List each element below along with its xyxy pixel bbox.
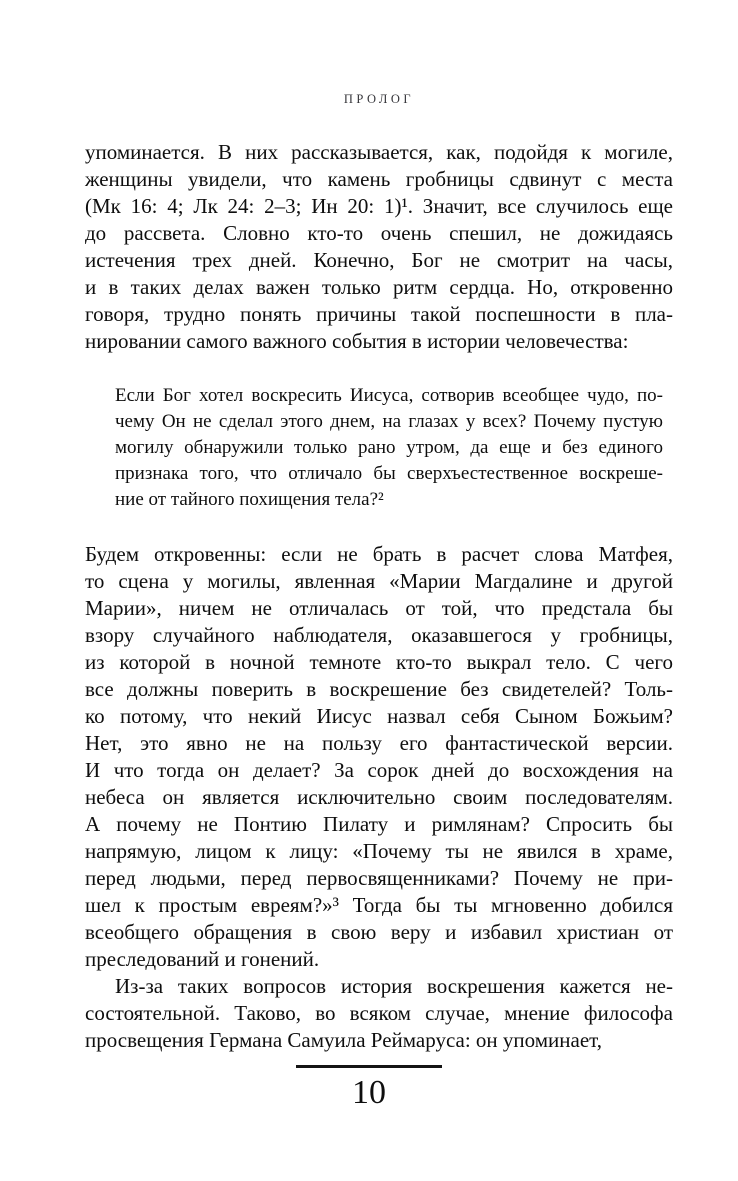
- text-line: взору случайного наблюдателя, оказавшегося у гробницы,: [85, 623, 673, 647]
- text-line: упоминается. В них рассказывается, как, подойдя к могиле,: [85, 140, 673, 164]
- text-line: шел к простым евреям?»³ Тогда бы ты мгновенно добился: [85, 893, 673, 917]
- footer-rule: [296, 1065, 442, 1068]
- text-line: признака того, что отличало бы сверхъестественное воскреше-: [115, 463, 663, 484]
- text-line: и в таких делах важен только ритм сердца. Но, откровенно: [85, 275, 673, 299]
- text-line: до рассвета. Словно кто-то очень спешил, не дожидаясь: [85, 221, 673, 245]
- text-line: всеобщего обращения в свою веру и избавил христиан от: [85, 920, 673, 944]
- text-line: Нет, это явно не на пользу его фантастической версии.: [85, 731, 673, 755]
- text-line: Если Бог хотел воскресить Иисуса, сотворив всеобщее чудо, по-: [115, 385, 663, 406]
- text-line: напрямую, лицом к лицу: «Почему ты не явился в храме,: [85, 839, 673, 863]
- text-line: женщины увидели, что камень гробницы сдвинут с места: [85, 167, 673, 191]
- text-line: истечения трех дней. Конечно, Бог не смотрит на часы,: [85, 248, 673, 272]
- body-paragraph: [85, 541, 673, 973]
- running-head: ПРОЛОГ: [343, 92, 415, 106]
- text-line: то сцена у могилы, явленная «Марии Магдалине и другой: [85, 569, 673, 593]
- text-line: А почему не Понтию Пилату и римлянам? Спросить бы: [85, 812, 673, 836]
- text-line: говоря, трудно понять причины такой поспешности в пла-: [85, 302, 673, 326]
- text-line: Из-за таких вопросов история воскрешения кажется не-: [115, 974, 673, 998]
- text-line: все должны поверить в воскрешение без свидетелей? Толь-: [85, 677, 673, 701]
- text-line: Марии», ничем не отличалась от той, что предстала бы: [85, 596, 673, 620]
- text-line: из которой в ночной темноте кто-то выкрал тело. С чего: [85, 650, 673, 674]
- text-line: перед людьми, перед первосвященниками? Почему не при-: [85, 866, 673, 890]
- text-line: И что тогда он делает? За сорок дней до восхождения на: [85, 758, 673, 782]
- text-line: ко потому, что некий Иисус назвал себя Сыном Божьим?: [85, 704, 673, 728]
- text-line: Будем откровенны: если не брать в расчет слова Матфея,: [85, 542, 673, 566]
- body-paragraph: [85, 139, 673, 355]
- page-number: 10: [352, 1074, 386, 1111]
- page-footer: [0, 1065, 738, 1111]
- quote-paragraph: [85, 383, 673, 513]
- text-line: чему Он не сделал этого днем, на глазах у всех? Почему пустую: [115, 411, 663, 432]
- body-paragraph: [85, 973, 673, 1054]
- text-line: просвещения Германа Самуила Реймаруса: он упоминает,: [85, 1028, 603, 1052]
- text-line: преследований и гонений.: [85, 947, 320, 971]
- text-line: могилу обнаружили только рано утром, да еще и без единого: [115, 437, 663, 458]
- text-line: нировании самого важного события в истории человечества:: [85, 329, 629, 353]
- text-line: состоятельной. Таково, во всяком случае, мнение философа: [85, 1001, 673, 1025]
- text-line: небеса он является исключительно своим последователям.: [85, 785, 673, 809]
- text-line: ние от тайного похищения тела?²: [115, 489, 384, 510]
- text-line: (Мк 16: 4; Лк 24: 2–3; Ин 20: 1)¹. Значит, все случилось еще: [85, 194, 673, 218]
- text-block: [85, 139, 673, 1054]
